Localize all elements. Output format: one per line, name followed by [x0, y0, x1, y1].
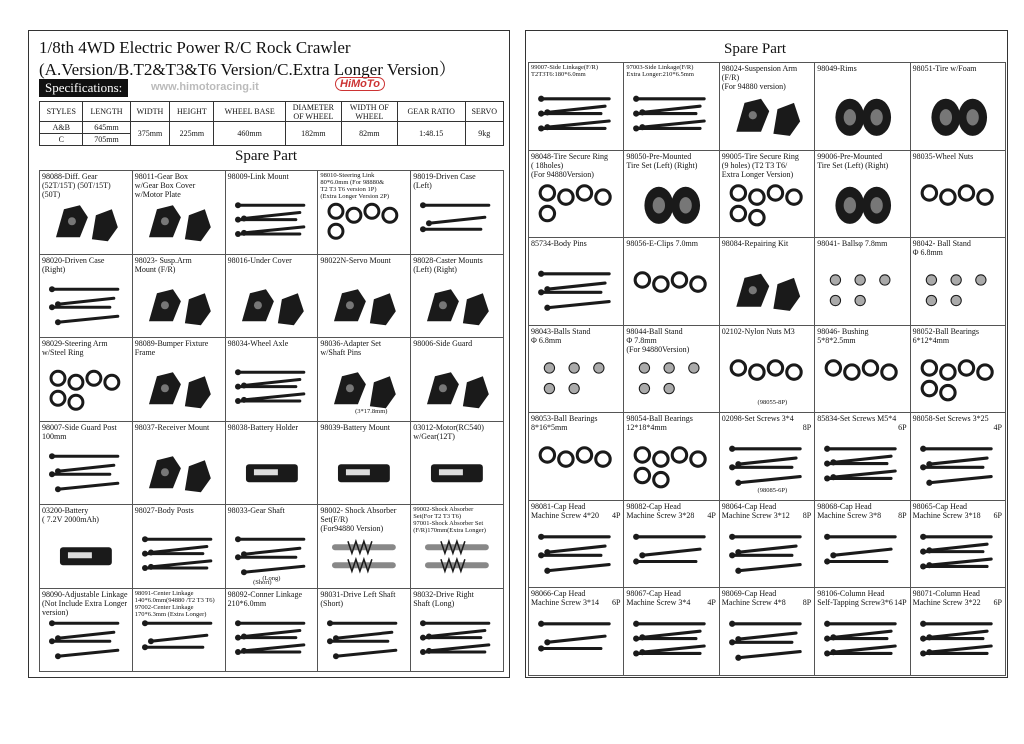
part-label: 98069-Cap Head Machine Screw 4*8	[721, 589, 786, 608]
spec-cell: 182mm	[285, 122, 341, 146]
part-cell	[720, 63, 815, 151]
part-label: 85734-Body Pins	[531, 239, 587, 249]
battery-holder-icon	[232, 448, 312, 499]
part-label: 98011-Gear Box w/Gear Box Cover w/Motor Plate	[134, 172, 196, 199]
cap-screw-4-icon	[821, 527, 903, 582]
caster-mount-icon	[417, 281, 497, 332]
part-cell	[133, 589, 226, 673]
guard-post-icon	[46, 448, 126, 499]
spec-cell: 1:48.15	[397, 122, 465, 146]
part-cell	[911, 63, 1006, 151]
part-label: 98034-Wheel Axle	[227, 339, 289, 348]
part-quantity: 6P	[898, 423, 907, 433]
spec-table	[39, 101, 504, 146]
part-note: (3*17.8mm)	[355, 407, 388, 415]
part-label: 98038-Battery Holder	[227, 422, 299, 432]
gearbox-icon	[139, 197, 219, 248]
set-screw-3-icon	[917, 439, 999, 494]
part-label: 99006-Pre-Mounted Tire Set (Left) (Right)	[817, 151, 889, 170]
part-label: 98039-Battery Mount	[320, 422, 390, 432]
body-pin-icon	[535, 264, 617, 319]
spec-cell: 460mm	[214, 122, 285, 146]
left-panel	[28, 30, 510, 678]
link-mount-icon	[232, 197, 312, 248]
part-cell	[720, 588, 815, 676]
spec-cell: 225mm	[170, 122, 214, 146]
shock-absorber-long-icon	[417, 531, 497, 582]
tire-icon	[917, 89, 999, 144]
secure-ring-icon	[535, 177, 617, 232]
part-cell	[624, 238, 719, 326]
spec-header: DIAMETER OF WHEEL	[285, 102, 341, 122]
part-label: 98049-Rims	[817, 64, 857, 73]
ball-icon	[821, 264, 903, 319]
part-label: 98106-Column Head Self-Tapping Screw3*6	[817, 589, 893, 608]
part-cell	[40, 589, 133, 673]
part-cell	[318, 338, 411, 422]
part-quantity: 4P	[611, 510, 621, 520]
spec-header: WIDTH	[130, 102, 170, 122]
spec-cell: 82mm	[341, 122, 397, 146]
set-screw-icon	[726, 439, 808, 494]
part-label: 98082-Cap Head Machine Screw 3*28	[626, 501, 695, 520]
part-cell	[911, 588, 1006, 676]
part-cell	[815, 151, 910, 239]
battery-icon	[46, 531, 126, 582]
spec-header: WHEEL BASE	[214, 102, 285, 122]
part-label: 98048-Tire Secure Ring ( 18holes) (For 94880Version)	[531, 151, 609, 179]
part-cell	[318, 505, 411, 589]
servo-mount-icon	[324, 281, 404, 332]
page-title: 1/8th 4WD Electric Power R/C Rock Crawler	[39, 38, 351, 57]
receiver-mount-icon	[139, 448, 219, 499]
part-label: 98036-Adapter Set w/Shaft Pins	[320, 339, 382, 357]
part-label: 98053-Ball Bearings 8*16*5mm	[531, 414, 598, 433]
spec-cell: 9kg	[465, 122, 503, 146]
part-label: 03012-Motor(RC540) w/Gear(12T)	[413, 422, 484, 441]
part-label: 98052-Ball Bearings 6*12*4mm	[912, 326, 980, 345]
part-cell	[911, 151, 1006, 239]
spare-part-title-right: Spare Part	[724, 41, 787, 57]
part-label: 97003-Side Linkage(F/R) Extra Longer:210*6.5mm	[626, 64, 694, 78]
part-label: 98071-Column Head Machine Screw 3*22	[912, 589, 981, 608]
part-quantity: 8P	[802, 598, 812, 608]
part-label: 98050-Pre-Mounted Tire Set (Left) (Right)	[626, 151, 698, 170]
part-label: 98033-Gear Shaft	[227, 506, 285, 515]
repair-kit-icon	[726, 264, 808, 319]
part-cell	[529, 413, 624, 501]
part-label: 03200-Battery ( 7.2V 2000mAh)	[42, 506, 99, 524]
center-linkage-icon	[139, 615, 219, 666]
ball-stand-3-icon	[630, 352, 712, 407]
part-quantity: 14P	[894, 598, 907, 608]
spec-header: SERVO	[465, 102, 503, 122]
part-label: 98028-Caster Mounts (Left) (Right)	[413, 255, 483, 274]
adjustable-linkage-icon	[46, 615, 126, 666]
part-cell	[911, 238, 1006, 326]
spec-cell: 705mm	[83, 134, 130, 146]
part-cell	[911, 501, 1006, 589]
drive-shaft-long-icon	[417, 615, 497, 666]
part-cell	[226, 171, 319, 255]
part-cell	[411, 589, 504, 673]
part-quantity: 4P	[993, 423, 1002, 433]
bearing-3-icon	[630, 439, 712, 494]
part-label: 98091-Center Linkage 140*6.0mm(94880 /T2 T3 T6) 97002-Center Linkage 170*6.3mm (Extra Longer)	[134, 589, 215, 618]
part-label: 99007-Side Linkage(F/R) T2T3T6:180*6.0mm	[531, 64, 598, 78]
part-label: 98031-Drive Left Shaft (Short)	[320, 589, 396, 608]
part-quantity: 8P	[802, 423, 812, 433]
part-label: 98046- Bushing 5*8*2.5mm	[817, 326, 869, 345]
page-subtitle: (A.Version/B.T2&T3&T6 Version/C.Extra Longer Version）	[39, 60, 456, 79]
part-label: 98066-Cap Head Machine Screw 3*14	[531, 589, 599, 608]
part-label: 98068-Cap Head Machine Screw 3*8	[817, 501, 882, 520]
part-quantity: 4P	[707, 510, 716, 520]
part-cell	[815, 238, 910, 326]
spec-header: STYLES	[40, 102, 83, 122]
cap-screw-3-icon	[726, 527, 808, 582]
part-cell	[720, 326, 815, 414]
drive-shaft-short-icon	[324, 615, 404, 666]
part-label: 98089-Bumper Fixture Frame	[134, 339, 209, 357]
part-cell	[624, 501, 719, 589]
part-cell	[318, 255, 411, 339]
under-cover-icon	[232, 281, 312, 332]
part-label: 98065-Cap Head Machine Screw 3*18	[912, 501, 981, 520]
part-label: 98016-Under Cover	[227, 255, 292, 265]
website-watermark: www.himotoracing.it	[151, 81, 259, 93]
part-cell	[624, 326, 719, 414]
part-quantity: 6P	[993, 510, 1002, 520]
bushing-icon	[821, 352, 903, 407]
part-cell	[815, 63, 910, 151]
part-label: 98042- Ball Stand Φ 6.8mm	[912, 239, 971, 258]
suspension-arm-icon	[726, 89, 808, 144]
part-label: 98043-Balls Stand Φ 6.8mm	[531, 326, 591, 345]
part-label: 98009-Link Mount	[227, 172, 289, 181]
spec-cell: 375mm	[130, 122, 170, 146]
part-label: 98024-Suspension Arm (F/R) (For 94880 version)	[721, 64, 798, 91]
body-post-icon	[139, 531, 219, 582]
e-clip-icon	[630, 264, 712, 319]
cap-screw-5-icon	[917, 527, 999, 582]
part-cell	[226, 589, 319, 673]
part-label: 98067-Cap Head Machine Screw 3*4	[626, 589, 691, 608]
part-label: 98041- Ballsφ 7.8mm	[817, 239, 888, 249]
part-cell	[133, 505, 226, 589]
part-cell	[226, 338, 319, 422]
spec-header: GEAR RATIO	[397, 102, 465, 122]
part-note: (98055-8P)	[757, 399, 788, 407]
bumper-frame-icon	[139, 364, 219, 415]
part-cell	[624, 413, 719, 501]
part-label: 98019-Driven Case (Left)	[413, 172, 476, 190]
conner-linkage-icon	[232, 615, 312, 666]
part-cell	[411, 505, 504, 589]
part-cell	[226, 422, 319, 506]
part-cell	[133, 255, 226, 339]
steering-arm-icon	[46, 364, 126, 415]
part-label: 98022N-Servo Mount	[320, 255, 391, 265]
part-cell	[411, 422, 504, 506]
part-cell	[133, 422, 226, 506]
part-label: 98088-Diff. Gear (52T/15T) (50T/15T) (50T)	[42, 172, 111, 199]
spec-header: LENGTH	[83, 102, 130, 122]
wheel-axle-icon	[232, 364, 312, 415]
part-cell	[720, 151, 815, 239]
cap-screw-7-icon	[630, 614, 712, 669]
part-cell	[40, 505, 133, 589]
part-cell	[40, 255, 133, 339]
part-label: 98002- Shock Absorber Set(F/R) (For94880 Version)	[320, 506, 397, 533]
spec-cell: A&B	[40, 122, 83, 134]
part-cell	[720, 238, 815, 326]
tire-set-icon	[630, 177, 712, 232]
part-label: 98029-Steering Arm w/Steel Ring	[42, 339, 108, 357]
spec-header-row	[40, 102, 504, 122]
part-label: 98056-E-Clips 7.0mm	[626, 239, 698, 249]
spec-label: Specifications:	[39, 79, 128, 97]
part-label: 98051-Tire w/Foam	[912, 64, 977, 73]
spec-cell: C	[40, 134, 83, 146]
side-linkage-icon	[535, 89, 617, 144]
driven-case-icon	[417, 197, 497, 248]
part-label: 98081-Cap Head Machine Screw 4*20	[531, 501, 599, 520]
part-cell	[529, 151, 624, 239]
driven-case-right-icon	[46, 281, 126, 332]
part-label: 98084-Repairing Kit	[721, 239, 789, 249]
part-cell	[815, 501, 910, 589]
part-label: 98092-Conner Linkage 210*6.0mm	[227, 589, 303, 608]
steering-link-icon	[324, 197, 404, 248]
brand-logo: HiMoTo	[335, 77, 385, 91]
part-cell	[815, 588, 910, 676]
part-quantity: 6P	[993, 598, 1002, 608]
part-cell	[624, 63, 719, 151]
part-label: 98006-Side Guard	[413, 339, 473, 348]
part-label: 98037-Receiver Mount	[134, 422, 210, 432]
part-label: 99002-Shock Absorber Set(For T2 T3 T6) 97001-Shock Absorber Set (F/R)170mm(Extra Longer)	[413, 506, 486, 534]
column-screw-icon	[917, 614, 999, 669]
part-cell	[529, 588, 624, 676]
part-label: 98035-Wheel Nuts	[912, 151, 974, 161]
part-cell	[529, 63, 624, 151]
part-cell	[411, 255, 504, 339]
part-note: (Long)	[262, 574, 281, 582]
susp-mount-icon	[139, 281, 219, 332]
part-cell	[40, 171, 133, 255]
part-cell	[624, 151, 719, 239]
rims-icon	[821, 89, 903, 144]
part-cell	[529, 326, 624, 414]
part-cell	[133, 338, 226, 422]
ball-stand-icon	[917, 264, 999, 319]
part-label: 98023- Susp.Arm Mount (F/R)	[134, 255, 192, 274]
part-cell	[720, 501, 815, 589]
shock-absorber-icon	[324, 531, 404, 582]
part-quantity: 6P	[611, 598, 621, 608]
part-label: 98054-Ball Bearings 12*18*4mm	[626, 414, 693, 433]
part-cell	[133, 171, 226, 255]
part-cell	[318, 171, 411, 255]
part-cell	[720, 413, 815, 501]
part-cell	[411, 171, 504, 255]
bearing-2-icon	[535, 439, 617, 494]
secure-ring-9-icon	[726, 177, 808, 232]
spec-header: WIDTH OF WHEEL	[341, 102, 397, 122]
right-panel	[525, 30, 1008, 678]
bearing-icon	[917, 352, 999, 407]
part-cell	[529, 238, 624, 326]
part-cell	[411, 338, 504, 422]
part-label: 02098-Set Screws 3*4	[721, 414, 794, 424]
part-label: 98044-Ball Stand Φ 7.8mm (For 94880Version)	[626, 326, 690, 354]
spare-part-title: Spare Part	[235, 148, 298, 164]
gear-cluster-icon	[46, 197, 126, 248]
part-cell	[911, 326, 1006, 414]
part-label: 98020-Driven Case (Right)	[42, 255, 105, 274]
side-linkage-long-icon	[630, 89, 712, 144]
part-label: 98090-Adjustable Linkage (Not Include Extra Longer version)	[42, 589, 128, 617]
right-parts-grid	[528, 62, 1006, 676]
cap-screw-2-icon	[630, 527, 712, 582]
side-guard-icon	[417, 364, 497, 415]
nylon-nut-icon	[726, 352, 808, 407]
part-cell	[226, 505, 319, 589]
part-label: 99005-Tire Secure Ring (9 holes) (T2 T3 T6/ Extra Longer Version)	[721, 151, 799, 179]
cap-screw-icon	[535, 527, 617, 582]
set-screw-2-icon	[821, 439, 903, 494]
left-parts-grid	[39, 170, 504, 672]
part-label: 98064-Cap Head Machine Screw 3*12	[721, 501, 790, 520]
part-cell	[226, 255, 319, 339]
part-cell	[911, 413, 1006, 501]
part-cell	[40, 422, 133, 506]
part-quantity: 4P	[707, 598, 716, 608]
part-label: 98010-Steering Link 80*6.0mm (For 98880& T2 T3 T6 version 1P) (Extra Longer Version 2P)	[320, 172, 390, 200]
cap-screw-8-icon	[726, 614, 808, 669]
spec-cell: 645mm	[83, 122, 130, 134]
part-label: 98007-Side Guard Post 100mm	[42, 422, 117, 441]
part-label: 98058-Set Screws 3*25	[912, 414, 989, 424]
part-quantity: 8P	[802, 510, 812, 520]
motor-icon	[417, 448, 497, 499]
part-label: 98027-Body Posts	[134, 506, 194, 515]
tire-set-2-icon	[821, 177, 903, 232]
tapping-screw-icon	[821, 614, 903, 669]
part-quantity: 8P	[898, 510, 907, 520]
part-cell	[815, 326, 910, 414]
part-note: (98085-6P)	[757, 486, 788, 494]
part-label: 98032-Drive Right Shaft (Long)	[413, 589, 474, 608]
ball-stand-2-icon	[535, 352, 617, 407]
part-cell	[815, 413, 910, 501]
part-cell	[40, 338, 133, 422]
part-cell	[318, 422, 411, 506]
part-cell	[529, 501, 624, 589]
part-label: 85834-Set Screws M5*4	[817, 414, 897, 424]
spec-header: HEIGHT	[170, 102, 214, 122]
spec-bar	[39, 79, 504, 97]
battery-mount-icon	[324, 448, 404, 499]
part-note: (Short)	[253, 578, 272, 586]
cap-screw-6-icon	[535, 614, 617, 669]
wheel-nut-icon	[917, 177, 999, 232]
part-label: 02102-Nylon Nuts M3	[721, 326, 795, 336]
part-cell	[318, 589, 411, 673]
part-cell	[624, 588, 719, 676]
spec-row	[40, 122, 504, 134]
